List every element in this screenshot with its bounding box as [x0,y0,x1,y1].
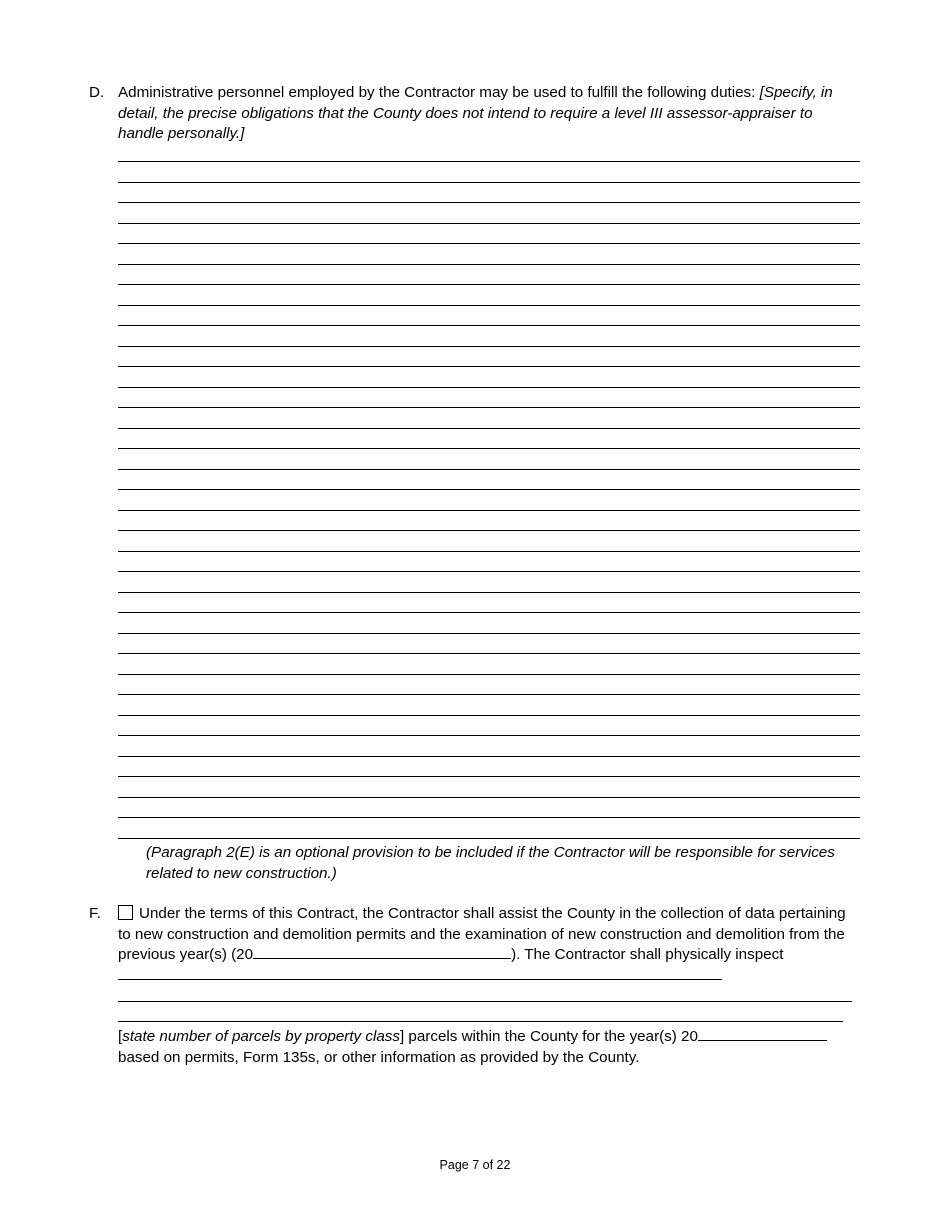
blank-line[interactable] [118,633,860,634]
blank-line[interactable] [118,325,860,326]
inspect-parcels-field-line-3[interactable] [118,1021,843,1022]
blank-line[interactable] [118,243,860,244]
blank-line[interactable] [118,182,860,183]
blank-line[interactable] [118,346,860,347]
section-f-paragraph [118,904,853,986]
blank-line[interactable] [118,735,860,736]
blank-line[interactable] [118,428,860,429]
blank-line[interactable] [118,817,860,818]
blank-line[interactable] [118,161,860,162]
section-d-text: Administrative personnel employed by the Contractor may be used to fulfill the following duties: [118,84,760,101]
section-f-marker: F. [89,905,101,922]
year-field[interactable] [698,1027,827,1041]
blank-line[interactable] [118,202,860,203]
blank-line[interactable] [118,530,860,531]
blank-line[interactable] [118,223,860,224]
blank-line[interactable] [118,715,860,716]
blank-line[interactable] [118,653,860,654]
blank-line[interactable] [118,571,860,572]
blank-line[interactable] [118,489,860,490]
inspect-parcels-field-line-1[interactable] [118,966,722,980]
section-d-instruction: [Specify, in detail, the precise obligations that the County does not intend to require a level III assessor-appraiser to handle personally.] [118,84,833,142]
section-d-marker: D. [89,84,105,101]
blank-line[interactable] [118,305,860,306]
section-f-text-1: Under the terms of this Contract, the Contractor shall assist the County in the collection of data pertaining to new construction and demolition permits and the examination of new construction and demolition from the previous year(s) (20 [118,905,846,963]
section-f-paragraph-continued [118,1027,860,1068]
blank-line[interactable] [118,366,860,367]
section-d-paragraph [118,83,860,145]
blank-line[interactable] [118,469,860,470]
blank-line[interactable] [118,694,860,695]
blank-line[interactable] [118,838,860,839]
section-f-bracket-open: [ [118,1028,123,1045]
section-f-checkbox[interactable] [118,905,133,920]
year-range-field[interactable] [253,945,511,959]
blank-line[interactable] [118,284,860,285]
optional-provision-note: (Paragraph 2(E) is an optional provision to be included if the Contractor will be responsible for services related to new construction.) [146,844,835,882]
section-f-text-4: based on permits, Form 135s, or other information as provided by the County. [118,1048,640,1066]
section-f-text-2: ). The Contractor shall physically inspect [511,946,784,963]
blank-line[interactable] [118,797,860,798]
section-f-instruction: state number of parcels by property class [122,1028,400,1045]
section-f-text-3: ] parcels within the County for the year(s) 20 [399,1028,698,1045]
blank-line[interactable] [118,776,860,777]
blank-line[interactable] [118,387,860,388]
inspect-parcels-field-line-2[interactable] [118,1001,852,1002]
blank-line[interactable] [118,264,860,265]
blank-line[interactable] [118,674,860,675]
blank-line[interactable] [118,448,860,449]
page-number: Page 7 of 22 [439,1158,511,1172]
blank-line[interactable] [118,510,860,511]
blank-line[interactable] [118,612,860,613]
blank-line[interactable] [118,407,860,408]
blank-line[interactable] [118,592,860,593]
blank-line[interactable] [118,756,860,757]
blank-line[interactable] [118,551,860,552]
